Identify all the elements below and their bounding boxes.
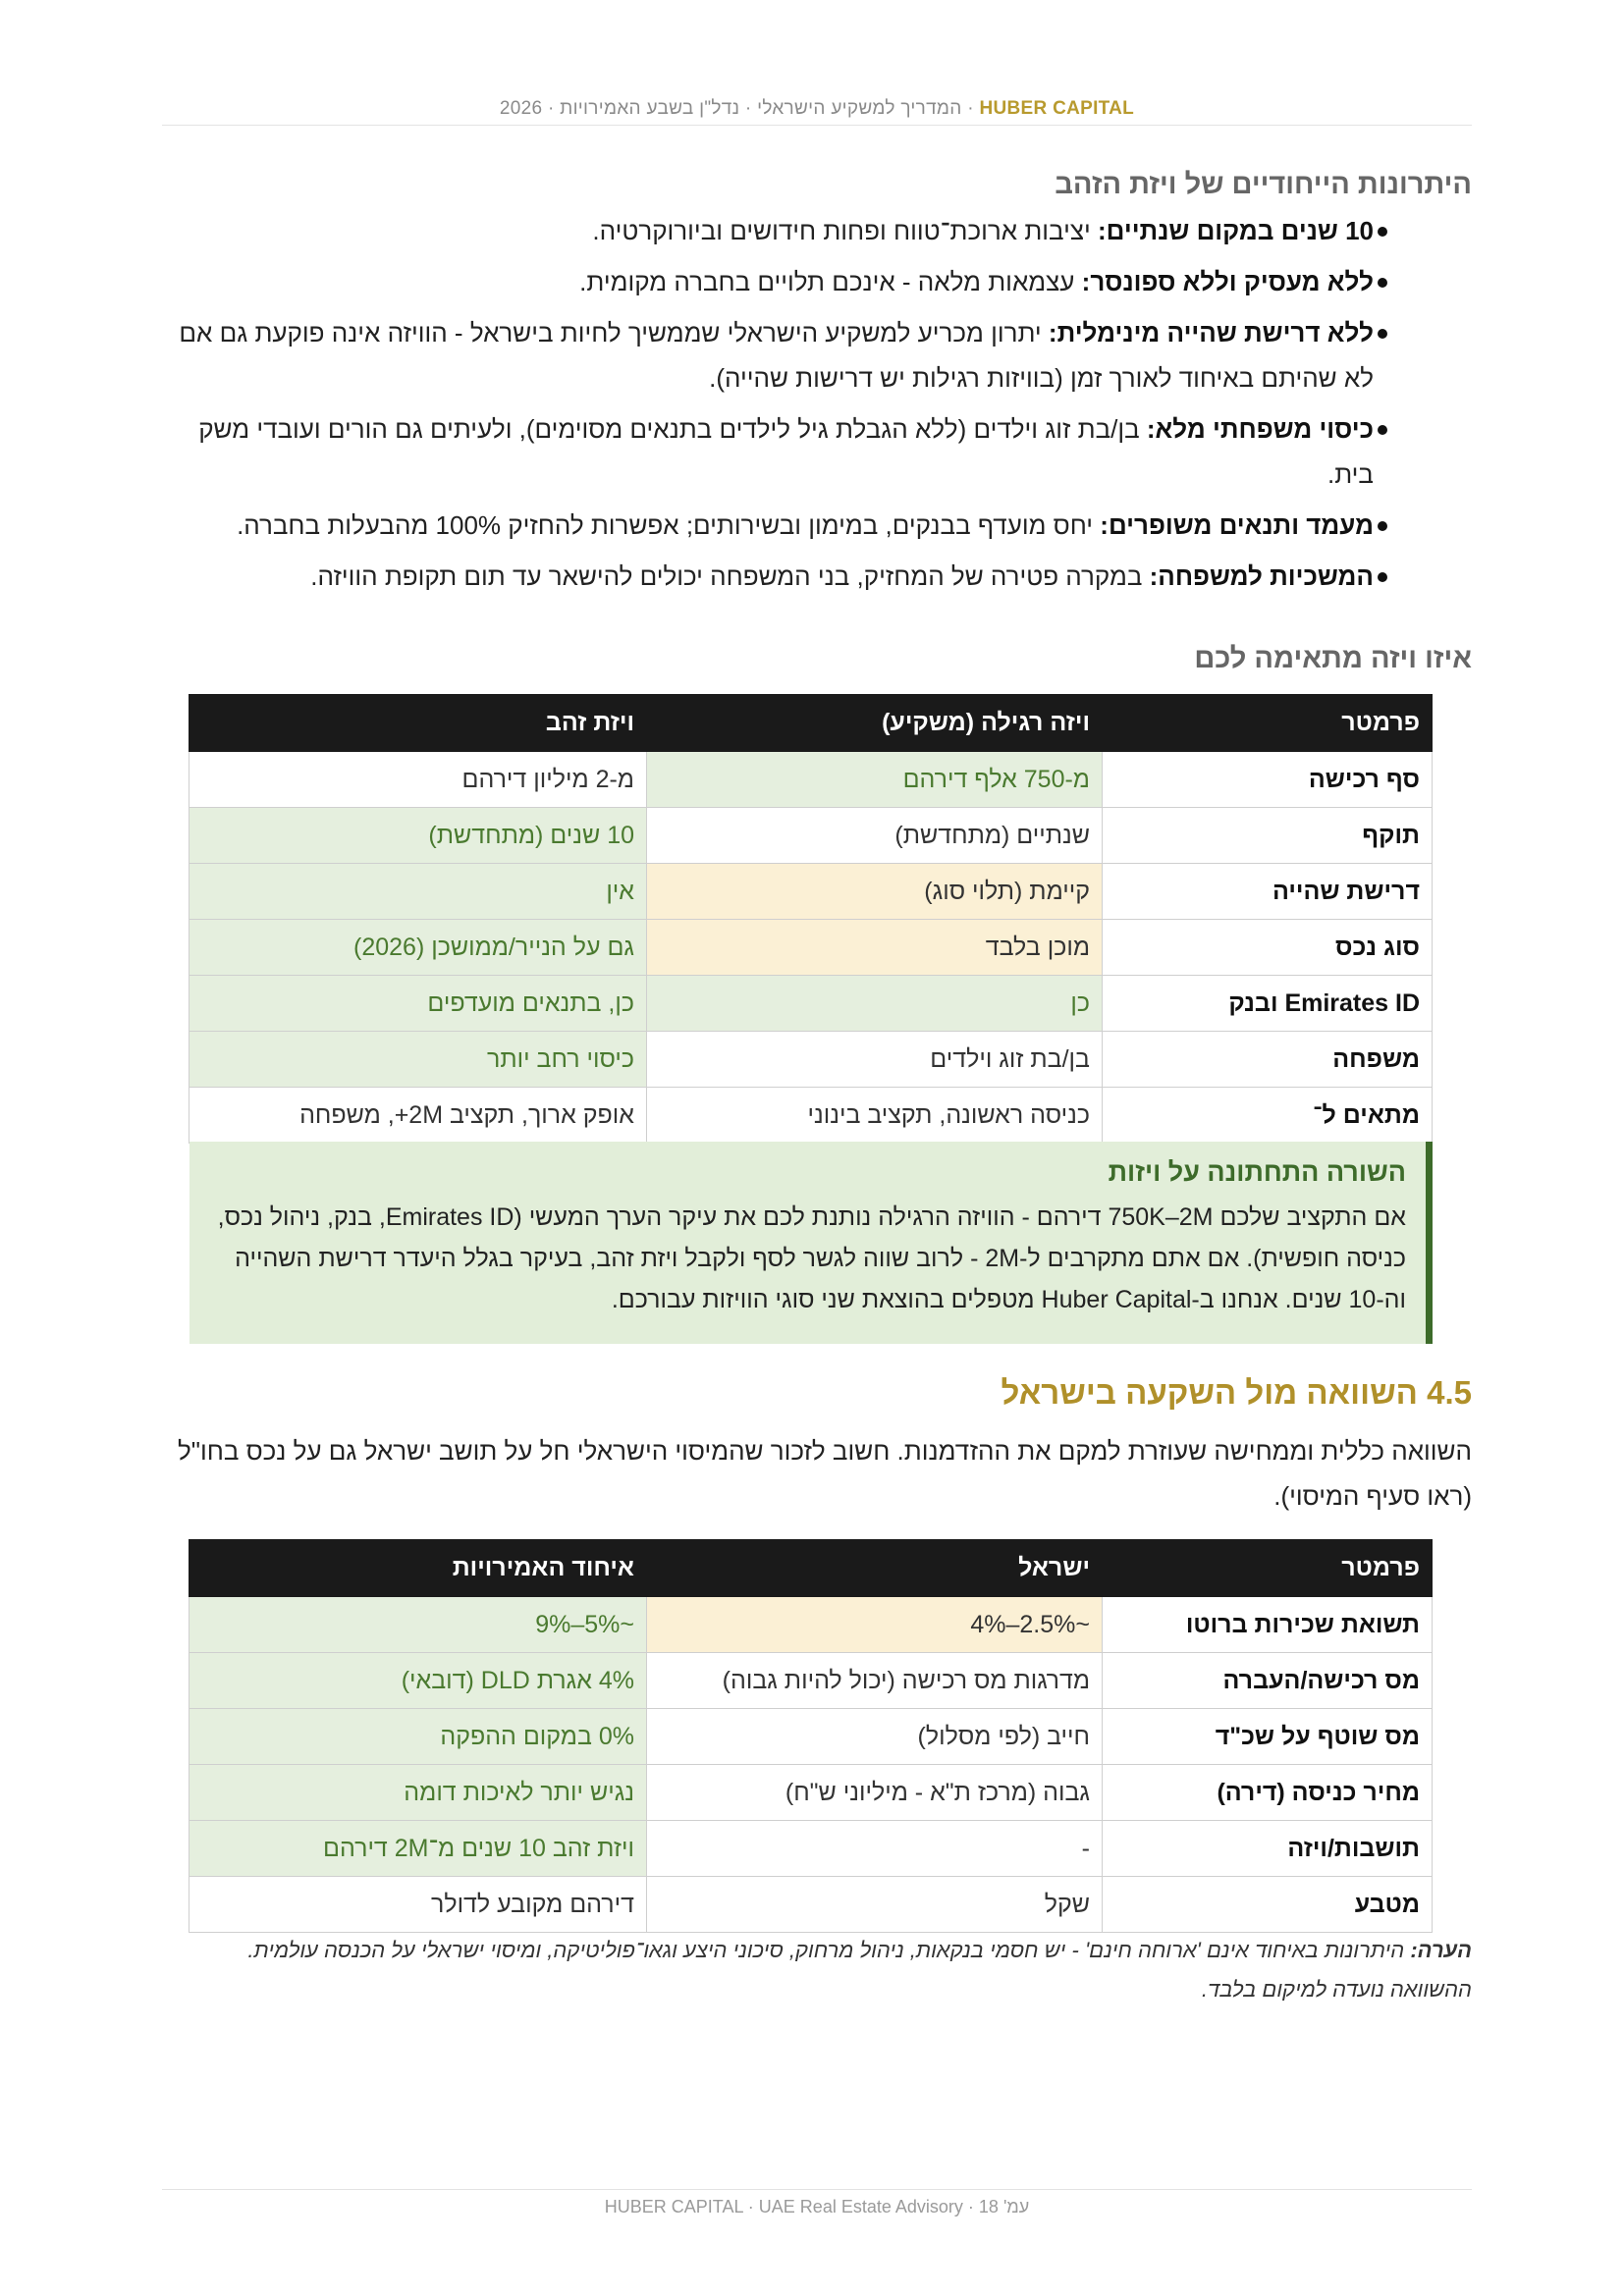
golden-visa-cell: אופק ארוך, תקציב 2M+, משפחה [189, 1088, 647, 1144]
table-row [189, 1821, 1433, 1877]
table-row [189, 752, 1433, 808]
column-header: ישראל [647, 1540, 1103, 1597]
list-item [162, 259, 1472, 304]
bullet-icon [1378, 329, 1387, 339]
bullet-icon [1378, 227, 1387, 237]
israel-uae-comparison-table [189, 1539, 1433, 1933]
regular-visa-cell: שנתיים (מתחדשת) [647, 808, 1103, 864]
section-title: 4.5 השוואה מול השקעה בישראל [1001, 1374, 1472, 1411]
advantages-list [162, 208, 1472, 605]
param-cell: מס רכישה/העברה [1103, 1653, 1433, 1709]
column-header: ויזת זהב [189, 695, 647, 752]
item-text: בן/בת זוג וילדים (ללא הגבלת גיל לילדים בתנאים מסוימים), ולעיתים גם הורים ועובדי משק בית. [198, 414, 1374, 489]
israel-cell: ~2.5%–4% [647, 1597, 1103, 1653]
uae-cell: ~5%–9% [189, 1597, 647, 1653]
footer-company: HUBER CAPITAL · UAE Real Estate Advisory [604, 2197, 963, 2216]
golden-visa-cell: 10 שנים (מתחדשת) [189, 808, 647, 864]
golden-visa-cell: כן, בתנאים מועדפים [189, 976, 647, 1032]
param-cell: תוקף [1103, 808, 1433, 864]
column-header: ויזה רגילה (משקיע) [647, 695, 1103, 752]
item-bold-lead: מעמד ותנאים משופרים: [1100, 510, 1374, 540]
list-item [162, 310, 1472, 400]
list-item [162, 208, 1472, 253]
israel-cell: מדרגות מס רכישה (יכול להיות גבוה) [647, 1653, 1103, 1709]
item-bold-lead: כיסוי משפחתי מלא: [1146, 414, 1374, 444]
bullet-icon [1378, 521, 1387, 531]
regular-visa-cell: כניסה ראשונה, תקציב בינוני [647, 1088, 1103, 1144]
running-header [162, 98, 1472, 120]
bullet-icon [1378, 572, 1387, 582]
regular-visa-cell: בן/בת זוג וילדים [647, 1032, 1103, 1088]
param-cell: דרישת שהייה [1103, 864, 1433, 920]
param-cell: סף רכישה [1103, 752, 1433, 808]
table-row [189, 1877, 1433, 1933]
table-row [189, 976, 1433, 1032]
header-divider [162, 125, 1472, 126]
footnote [162, 1931, 1472, 2009]
golden-visa-cell: מ-2 מיליון דירהם [189, 752, 647, 808]
israel-cell: - [647, 1821, 1103, 1877]
bullet-icon [1378, 278, 1387, 288]
param-cell: מחיר כניסה (דירה) [1103, 1765, 1433, 1821]
regular-visa-cell: קיימת (תלוי סוג) [647, 864, 1103, 920]
footer-divider [162, 2189, 1472, 2190]
table-header-row [189, 695, 1433, 752]
list-item [162, 406, 1472, 497]
item-text: עצמאות מלאה - אינכם תלויים בחברה מקומית. [579, 267, 1082, 296]
page-footer [162, 2197, 1472, 2217]
callout-title: השורה התחתונה על ויזות [1108, 1157, 1406, 1187]
table-row [189, 808, 1433, 864]
footer-separator: · [967, 2197, 974, 2216]
item-text: יתרון מכריע למשקיע הישראלי שממשיך לחיות בישראל - הוויזה אינה פוקעת גם אם לא שהיתם באיחוד לאורך זמן (בוויזות רגילות יש דרישות שהייה). [179, 318, 1374, 393]
param-cell: מתאים ל־ [1103, 1088, 1433, 1144]
bottom-line-callout [189, 1142, 1433, 1344]
table-header-row [189, 1540, 1433, 1597]
param-cell: סוג נכס [1103, 920, 1433, 976]
table-row [189, 1709, 1433, 1765]
item-text: במקרה פטירה של המחזיק, בני המשפחה יכולים להישאר עד תום תקופת הוויזה. [310, 561, 1150, 591]
visa-fit-heading: איזו ויזה מתאימה לכם [1194, 643, 1472, 674]
golden-advantages-heading: היתרונות הייחודיים של ויזת הזהב [1055, 169, 1472, 200]
header-separator: · [967, 98, 974, 119]
table-row [189, 1597, 1433, 1653]
table-row [189, 920, 1433, 976]
param-cell: תשואת שכירות ברוטו [1103, 1597, 1433, 1653]
item-bold-lead: ללא מעסיק וללא ספונסר: [1081, 267, 1374, 296]
uae-cell: נגיש יותר לאיכות דומה [189, 1765, 647, 1821]
israel-cell: שקל [647, 1877, 1103, 1933]
column-header: פרמטר [1103, 695, 1433, 752]
uae-cell: ויזת זהב 10 שנים מ־2M דירהם [189, 1821, 647, 1877]
note-text: היתרונות באיחוד אינם 'ארוחה חינם' - יש חסמי בנקאות, ניהול מרחוק, סיכוני היצע וגאו־פוליטיקה, ומיסוי ישראלי על הכנסה עולמית. ההשוואה נועדה למיקום בלבד. [247, 1938, 1472, 2002]
table-row [189, 1032, 1433, 1088]
visa-comparison-table [189, 694, 1433, 1144]
param-cell: Emirates ID ובנק [1103, 976, 1433, 1032]
list-item [162, 554, 1472, 599]
item-text: יחס מועדף בבנקים, במימון ובשירותים; אפשרות להחזיק 100% מהבעלות בחברה. [237, 510, 1101, 540]
table-row [189, 864, 1433, 920]
param-cell: תושבות/ויזה [1103, 1821, 1433, 1877]
section-intro: השוואה כללית וממחישה שעוזרת למקם את ההזדמנות. חשוב לזכור שהמיסוי הישראלי חל על תושב ישראל גם על נכס בחו"ל (ראו סעיף המיסוי). [177, 1436, 1472, 1511]
column-header: איחוד האמירויות [189, 1540, 647, 1597]
param-cell: מטבע [1103, 1877, 1433, 1933]
param-cell: מס שוטף על שכ"ד [1103, 1709, 1433, 1765]
uae-cell: דירהם מקובע לדולר [189, 1877, 647, 1933]
brand-name: HUBER CAPITAL [979, 98, 1135, 119]
table-row [189, 1765, 1433, 1821]
bullet-icon [1378, 425, 1387, 435]
page-number: עמ' 18 [978, 2197, 1030, 2216]
header-subtitle: המדריך למשקיע הישראלי · נדל"ן בשבע האמירויות · 2026 [499, 98, 962, 119]
regular-visa-cell: מוכן בלבד [647, 920, 1103, 976]
list-item [162, 503, 1472, 548]
golden-visa-cell: כיסוי רחב יותר [189, 1032, 647, 1088]
uae-cell: 0% במקום ההפקה [189, 1709, 647, 1765]
item-bold-lead: ללא דרישת שהייה מינימלית: [1048, 318, 1374, 347]
item-text: יציבות ארוכת־טווח ופחות חידושים וביורוקרטיה. [592, 216, 1098, 245]
table-row [189, 1088, 1433, 1144]
golden-visa-cell: אין [189, 864, 647, 920]
note-label: הערה: [1410, 1938, 1472, 1962]
israel-cell: גבוה (מרכז ת"א - מיליוני ש"ח) [647, 1765, 1103, 1821]
golden-visa-cell: גם על הנייר/ממושכן (2026) [189, 920, 647, 976]
regular-visa-cell: כן [647, 976, 1103, 1032]
israel-cell: חייב (לפי מסלול) [647, 1709, 1103, 1765]
item-bold-lead: 10 שנים במקום שנתיים: [1098, 216, 1374, 245]
regular-visa-cell: מ-750 אלף דירהם [647, 752, 1103, 808]
param-cell: משפחה [1103, 1032, 1433, 1088]
table-row [189, 1653, 1433, 1709]
uae-cell: 4% אגרת DLD (דובאי) [189, 1653, 647, 1709]
column-header: פרמטר [1103, 1540, 1433, 1597]
callout-body: אם התקציב שלכם 750K–2M דירהם - הוויזה הרגילה נותנת לכם את עיקר הערך המעשי (Emirates ID, בנק, ניהול נכס, כניסה חופשית). אם אתם מתקרבים ל-2M - לרוב שווה לגשר לסף ולקבל ויזת זהב, בעיקר בגלל היעדר דרישת השהייה וה-10 שנים. אנחנו ב-Huber Capital מטפלים בהוצאת שני סוגי הוויזות עבורכם. [217, 1203, 1406, 1313]
item-bold-lead: המשכיות למשפחה: [1149, 561, 1374, 591]
